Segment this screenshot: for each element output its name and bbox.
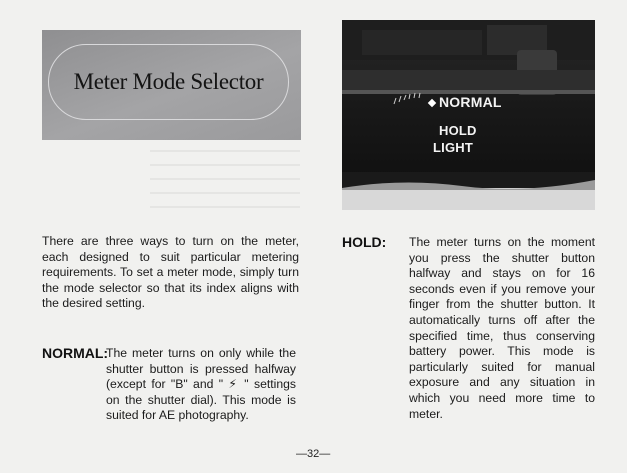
camera-top-illustration bbox=[342, 20, 595, 210]
bleed-through-text bbox=[150, 150, 300, 220]
dial-label-hold: HOLD bbox=[439, 123, 477, 138]
section-header-pill bbox=[48, 44, 289, 120]
hold-mode-description: The meter turns on the moment you press the shutter button halfway and stays on for 16 seconds even if you remove your finger from the shutter button. It automatically turns off after the specified time, thus conserving battery power. This mode is particularly suited for manual exposure and any situation in which you need more time to meter. bbox=[409, 235, 595, 421]
intro-paragraph: There are three ways to turn on the meter, each designed to suit particular metering requirements. To set a meter mode, simply turn the mode selector so that its index aligns with the desired setting. bbox=[42, 234, 299, 311]
section-title: Meter Mode Selector bbox=[73, 69, 264, 94]
dial-label-normal: NORMAL bbox=[439, 94, 502, 110]
section-header-plate bbox=[42, 30, 301, 140]
mode-selector-photo bbox=[342, 20, 595, 210]
normal-mode-description: The meter turns on only while the shutter button is pressed halfway (except for "B" and " ⚡ " settings on the shutter dial). This mode is suited for AE photography. bbox=[106, 346, 296, 423]
hold-mode-term: HOLD: bbox=[342, 234, 387, 250]
dial-label-light: LIGHT bbox=[433, 140, 473, 155]
normal-mode-term: NORMAL: bbox=[42, 345, 109, 361]
page-number: —32— bbox=[296, 448, 331, 460]
